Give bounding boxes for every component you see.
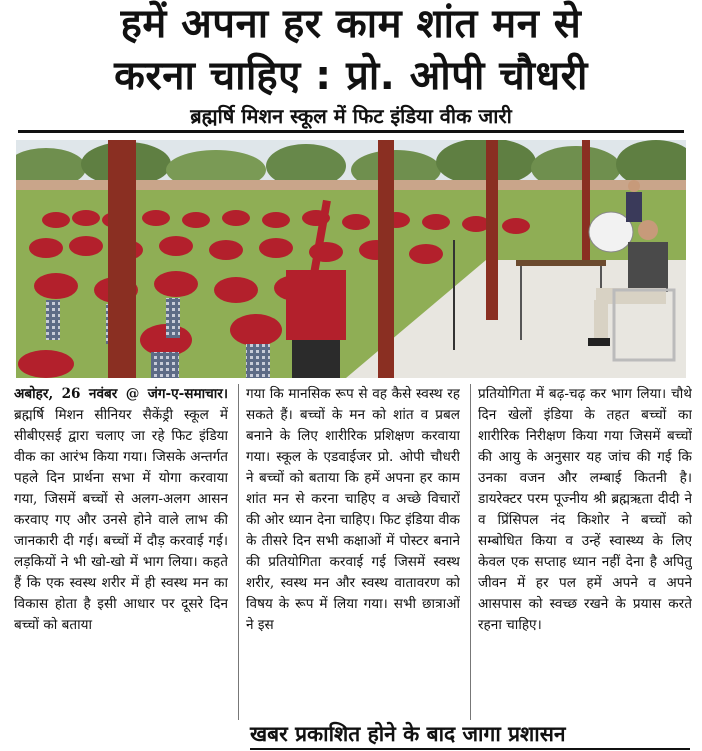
pillar xyxy=(486,140,498,320)
pillar xyxy=(582,140,590,260)
subheadline: ब्रह्मर्षि मिशन स्कूल में फिट इंडिया वीक जारी xyxy=(190,104,512,128)
article-column-1 xyxy=(14,384,228,720)
pillar xyxy=(378,140,394,378)
article-text-1: ब्रह्मर्षि मिशन सीनियर सैकेंड्री स्कूल में सीबीएसई द्वारा चलाए जा रहे फिट इंडिया वीक का आरंभ किया गया। जिसके अन्तर्गत पहले दिन प्रार्थना सभा में योगा करवाया गया, जिसमें बच्चों से अलग-अलग आसन करवाए गए और उनसे होने वाले लाभ की जानकारी दी गई। बच्चों में दौड़ करवाई गई। लड़कियों ने भी खो-खो में भाग लिया। कहते हैं कि एक स्वस्थ शरीर में ही स्वस्थ मन का विकास होता है इसी आधार पर दूसरे दिन बच्चों को बताया xyxy=(14,407,228,633)
column-divider xyxy=(238,384,239,720)
article-column-3: प्रतियोगिता में बढ़-चढ़ कर भाग लिया। चौथे दिन खेलों इंडिया के तहत बच्चों का शारीरिक निरीक्षण किया गया जिसमें बच्चों की आयु के अनुसार यह जांच की गई कि उनका वजन और लम्बाई कितनी है। डायरेक्टर परम पूज्नीय श्री ब्रह्मऋता दीदी ने व प्रिंसिपल नंद किशोर ने बच्चों को सम्बोधित किया व उन्हें स्वास्थ्य के लिए केवल एक सप्ताह ध्यान नहीं देना है अपितु जीवन में हर पल हमें अपने व अपने आसपास को स्वच्छ रखने के प्रयास करते रहना चाहिए। xyxy=(478,386,692,633)
article-body xyxy=(14,384,692,720)
column-divider xyxy=(470,384,471,720)
news-photo xyxy=(16,140,686,378)
headline-rule xyxy=(18,130,684,133)
standing-man xyxy=(626,180,642,222)
footer-headline: खबर प्रकाशित होने के बाद जागा प्रशासन xyxy=(250,721,690,747)
article-column-2: गया कि मानसिक रूप से वह कैसे स्वस्थ रह सकते हैं। बच्चों के मन को शांत व प्रबल बनाने के लिए शारीरिक प्रशिक्षण करवाया गया। स्कूल के एडवाईजर प्रो. ओपी चौधरी ने बच्चों को बताया कि हमें अपना हर काम शांत मन से करना चाहिए व अच्छे विचारों की ओर ध्यान देना चाहिए। फिट इंडिया वीक के तीसरे दिन सभी कक्षाओं में पोस्टर बनाने की प्रतियोगिता करवाई गई जिसमें स्वस्थ शरीर, स्वस्थ मन और स्वस्थ वातावरण को विषय के रूप में लिया गया। सभी छात्राओं ने इस xyxy=(246,386,460,633)
dateline: अबोहर, 26 नवंबर @ जंग-ए-समाचार। xyxy=(14,386,228,402)
headline-line-1: हमें अपना हर काम शांत मन से xyxy=(120,1,582,47)
headline-line-2: करना चाहिए : प्रो. ओपी चौधरी xyxy=(114,53,588,99)
footer-rule xyxy=(250,748,690,750)
pillar xyxy=(108,140,136,378)
